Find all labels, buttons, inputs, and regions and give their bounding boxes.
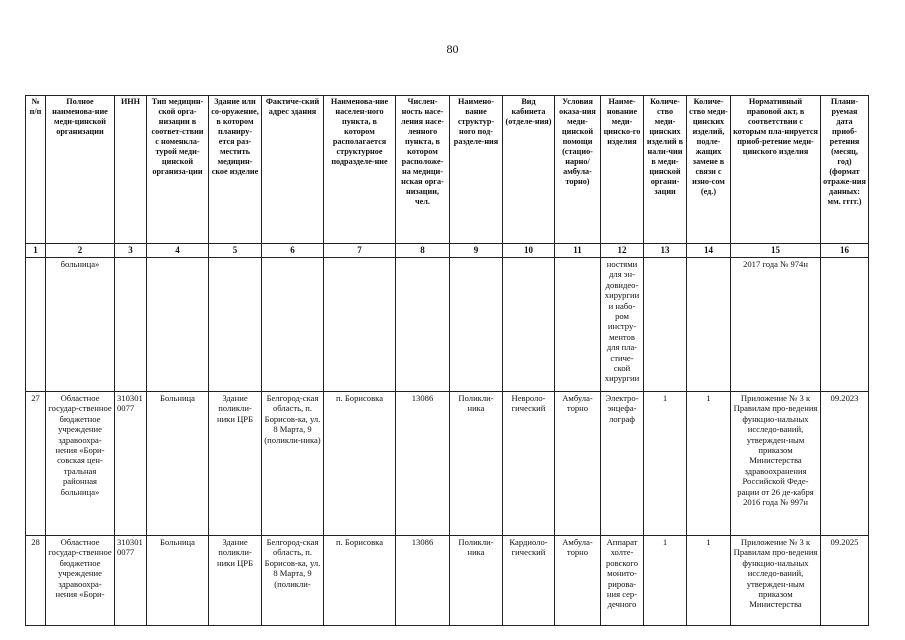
cell-empty <box>324 258 396 392</box>
cell-date: 09.2025 <box>821 536 869 626</box>
column-number: 15 <box>731 244 821 258</box>
column-number: 14 <box>687 244 731 258</box>
cell-empty <box>503 258 555 392</box>
cell-empty <box>687 258 731 392</box>
column-number: 7 <box>324 244 396 258</box>
cell-empty <box>209 258 262 392</box>
cell-locality: п. Борисовка <box>324 392 396 536</box>
table-row <box>26 392 869 536</box>
header-cell-device: Наиме-нование меди-цинско-го изделия <box>601 96 644 244</box>
column-number: 13 <box>644 244 687 258</box>
page-number: 80 <box>446 42 459 56</box>
cell-inn: 310301 0077 <box>115 392 147 536</box>
cell-inn: 310301 0077 <box>115 536 147 626</box>
header-cell-building: Здание или со-оружение, в котором планиру-ется раз-местить медицин-ское изделие <box>209 96 262 244</box>
column-number: 12 <box>601 244 644 258</box>
cell-address: Белгород-ская область, п. Борисов-ка, ул. 8 Марта, 9 (поликли- <box>262 536 324 626</box>
cell-empty <box>115 258 147 392</box>
table-row <box>26 536 869 626</box>
cell-conditions: Амбула-торно <box>555 536 601 626</box>
column-number: 10 <box>503 244 555 258</box>
header-cell-population: Числен-ность насе-ления насе-ленного пункта, в котором расположе-на медици-нская орга-низации, чел. <box>396 96 450 244</box>
header-cell-conditions: Условия оказа-ния меди-цинской помощи (стацио-нарно/ амбула-торно) <box>555 96 601 244</box>
column-number: 5 <box>209 244 262 258</box>
cell-qty-have: 1 <box>644 392 687 536</box>
cell-org: Областное государ-ственное бюджетное учреждение здравоохра-нения «Бори-совская цен-тральная районная больница» <box>46 392 115 536</box>
cell-num: 28 <box>26 536 46 626</box>
cell-qty-replace: 1 <box>687 536 731 626</box>
column-number: 3 <box>115 244 147 258</box>
cell-empty <box>26 258 46 392</box>
header-cell-unit: Наимено-вание структур-ного под-разделе-ния <box>450 96 503 244</box>
cell-unit: Поликли-ника <box>450 392 503 536</box>
header-cell-date: Плани-руемая дата приоб-ретения (месяц, год) (формат отраже-ния данных: мм. гггг.) <box>821 96 869 244</box>
cell-population: 13086 <box>396 536 450 626</box>
cell-device: Аппарат холте-ровского монито-рирова-ния сер-дечного <box>601 536 644 626</box>
cell-act: 2017 года № 974н <box>731 258 821 392</box>
cell-building: Здание поликли-ники ЦРБ <box>209 392 262 536</box>
cell-address: Белгород-ская область, п. Борисов-ка, ул. 8 Марта, 9 (поликли-ника) <box>262 392 324 536</box>
column-number-row <box>26 244 869 258</box>
column-number: 11 <box>555 244 601 258</box>
column-number: 9 <box>450 244 503 258</box>
cell-cabinet: Кардиоло-гический <box>503 536 555 626</box>
header-cell-org: Полное наименова-ние меди-цинской организации <box>46 96 115 244</box>
cell-empty <box>555 258 601 392</box>
header-cell-inn: ИНН <box>115 96 147 244</box>
header-cell-address: Фактиче-ский адрес здания <box>262 96 324 244</box>
cell-act: Приложение № 3 к Правилам про-ведения функцио-нальных исследо-ваний, утвержден-ным приказом Министерства <box>731 536 821 626</box>
cell-type: Больница <box>147 392 209 536</box>
column-number: 16 <box>821 244 869 258</box>
cell-org: больница» <box>46 258 115 392</box>
cell-num: 27 <box>26 392 46 536</box>
header-cell-act: Нормативный правовой акт, в соответствии с которым пла-нируется приоб-ретение меди-цинского изделия <box>731 96 821 244</box>
cell-device: ностями для эн-довидео-хирургии и набо-ром инстру-ментов для пла-стиче-ской хирургии <box>601 258 644 392</box>
cell-qty-have: 1 <box>644 536 687 626</box>
header-row <box>26 96 869 244</box>
column-number: 8 <box>396 244 450 258</box>
cell-qty-replace: 1 <box>687 392 731 536</box>
cell-empty <box>147 258 209 392</box>
cell-empty <box>450 258 503 392</box>
cell-building: Здание поликли-ники ЦРБ <box>209 536 262 626</box>
column-number: 1 <box>26 244 46 258</box>
cell-empty <box>821 258 869 392</box>
cell-org: Областное государ-ственное бюджетное учреждение здравоохра-нения «Бори- <box>46 536 115 626</box>
cell-act: Приложение № 3 к Правилам про-ведения функцио-нальных исследо-ваний, утвержден-ным приказом Министерства здравоохранения Российской Феде-рации от 26 де-кабря 2016 года № 997н <box>731 392 821 536</box>
cell-population: 13086 <box>396 392 450 536</box>
cell-empty <box>262 258 324 392</box>
cell-empty <box>644 258 687 392</box>
header-cell-qty-have: Количе-ство меди-цинских изделий в нали-чии в меди-цинской органи-зации <box>644 96 687 244</box>
header-cell-type: Тип медицин-ской орга-низации в соответ-ствии с номенкла-турой меди-цинской организа-ции <box>147 96 209 244</box>
column-number: 4 <box>147 244 209 258</box>
cell-date: 09.2023 <box>821 392 869 536</box>
cell-type: Больница <box>147 536 209 626</box>
column-number: 6 <box>262 244 324 258</box>
cell-locality: п. Борисовка <box>324 536 396 626</box>
cell-device: Электро-энцефа-лограф <box>601 392 644 536</box>
continuation-row <box>26 258 869 392</box>
cell-conditions: Амбула-торно <box>555 392 601 536</box>
column-number: 2 <box>46 244 115 258</box>
medical-equipment-table <box>25 95 869 626</box>
header-cell-num: № п/п <box>26 96 46 244</box>
header-cell-cabinet: Вид кабинета (отделе-ния) <box>503 96 555 244</box>
header-cell-qty-replace: Количе-ство меди-цинских изделий, подле-жащих замене в связи с изно-сом (ед.) <box>687 96 731 244</box>
cell-cabinet: Невроло-гический <box>503 392 555 536</box>
cell-unit: Поликли-ника <box>450 536 503 626</box>
cell-empty <box>396 258 450 392</box>
header-cell-locality: Наименова-ние населен-ного пункта, в котором располагается структурное подразделе-ние <box>324 96 396 244</box>
